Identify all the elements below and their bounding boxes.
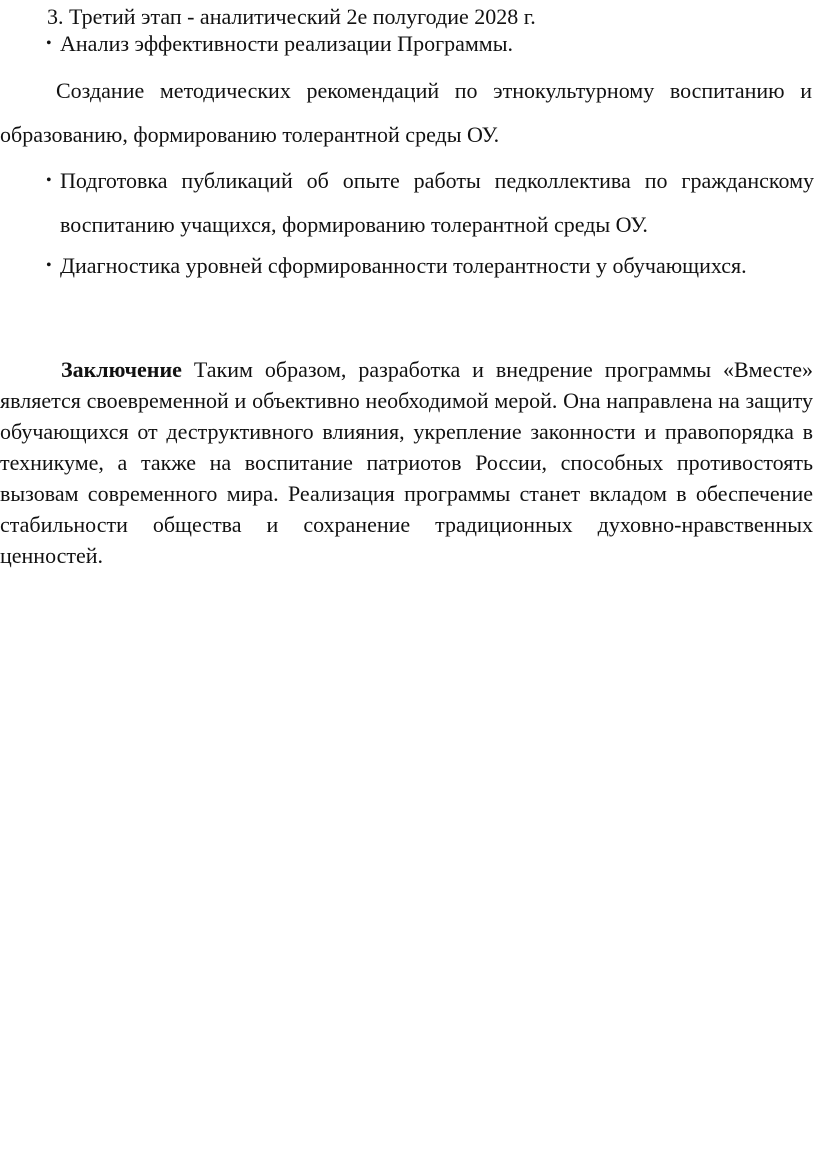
bullet-text-diagnostics: Диагностика уровней сформированности толерантности у обучающихся. xyxy=(60,253,747,278)
paragraph-methodical-recommendations: Создание методических рекомендаций по этнокультурному воспитанию и образованию, формированию толерантной среды ОУ. xyxy=(0,78,812,147)
bullet-item-analysis xyxy=(46,30,814,58)
stage-heading: 3. Третий этап - аналитический 2е полугодие 2028 г. xyxy=(47,4,536,29)
bullet-item-diagnostics xyxy=(46,252,814,280)
conclusion-title: Заключение xyxy=(61,357,182,382)
conclusion-paragraph xyxy=(0,354,813,571)
bullet-item-publications xyxy=(46,159,814,247)
bullet-text-analysis: Анализ эффективности реализации Программы. xyxy=(60,31,513,56)
conclusion-text: Таким образом, разработка и внедрение программы «Вместе» является своевременной и объективно необходимой мерой. Она направлена на защиту обучающихся от деструктивного влияния, укрепление законности и правопорядка в техникуме, а также на воспитание патриотов России, способных противостоять вызовам современного мира. Реализация программы станет вкладом в обеспечение стабильности общества и сохранение традиционных духовно-нравственных ценностей. xyxy=(0,357,813,568)
bullet-icon: • xyxy=(46,257,52,274)
bullet-text-publications: Подготовка публикаций об опыте работы педколлектива по гражданскому воспитанию учащихся, формированию толерантной среды ОУ. xyxy=(60,168,814,237)
bullet-icon: • xyxy=(46,172,52,189)
bullet-icon: • xyxy=(46,35,52,52)
